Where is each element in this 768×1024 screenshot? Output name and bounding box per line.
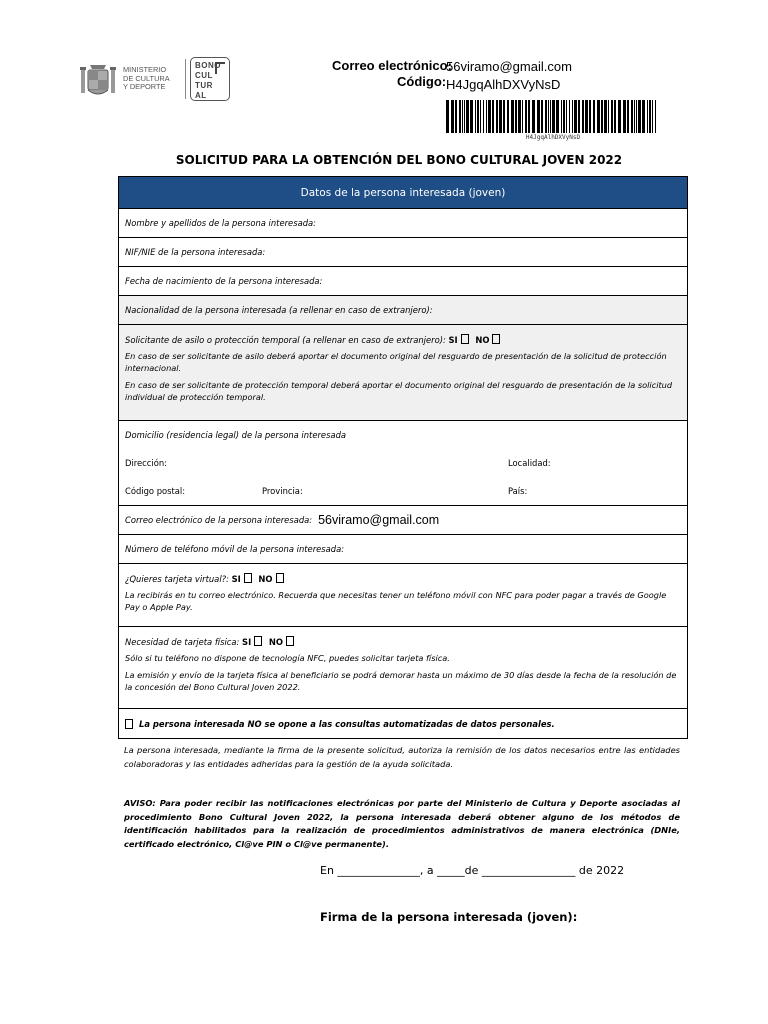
barcode-bar xyxy=(537,100,540,133)
barcode xyxy=(446,100,660,133)
barcode-bar xyxy=(642,100,645,133)
birthdate-label: Fecha de nacimiento de la persona interesada: xyxy=(125,276,323,286)
barcode-bar xyxy=(480,100,481,133)
barcode-bar xyxy=(545,100,547,133)
code-value: H4JgqAlhDXVyNsD xyxy=(446,77,561,92)
barcode-bar xyxy=(462,100,463,133)
phone-label: Número de teléfono móvil de la persona interesada: xyxy=(125,544,345,554)
barcode-bar xyxy=(566,100,567,133)
virtual-no-label: NO xyxy=(258,574,273,584)
physical-no-checkbox[interactable] xyxy=(286,636,294,646)
barcode-bar xyxy=(574,100,577,133)
barcode-bar xyxy=(638,100,641,133)
barcode-bar xyxy=(552,100,555,133)
barcode-bar xyxy=(507,100,509,133)
physical-card-row xyxy=(119,627,687,709)
virtual-si-label: SI xyxy=(231,574,241,584)
name-label: Nombre y apellidos de la persona interesada: xyxy=(125,218,316,228)
barcode-bar xyxy=(496,100,498,133)
barcode-bar xyxy=(532,100,535,133)
physical-si-checkbox[interactable] xyxy=(254,636,262,646)
barcode-bar xyxy=(585,100,588,133)
virtual-card-label: ¿Quieres tarjeta virtual?: xyxy=(125,574,229,584)
barcode-bar xyxy=(518,100,521,133)
barcode-bar xyxy=(569,100,570,133)
barcode-bar xyxy=(614,100,616,133)
barcode-bar xyxy=(459,100,461,133)
postal-code-label[interactable]: Código postal: xyxy=(125,486,186,496)
barcode-bar xyxy=(503,100,505,133)
barcode-bar xyxy=(528,100,530,133)
asylum-si-label: SI xyxy=(448,335,458,345)
barcode-bar xyxy=(634,100,635,133)
barcode-bar xyxy=(627,100,629,133)
barcode-bar xyxy=(572,100,573,133)
barcode-bar xyxy=(655,100,656,133)
date-line[interactable]: En _______________, a _____de _________________ de 2022 xyxy=(320,864,625,877)
barcode-bar xyxy=(652,100,653,133)
applicant-data-table xyxy=(118,176,688,739)
document-title: SOLICITUD PARA LA OBTENCIÓN DEL BONO CULTURAL JOVEN 2022 xyxy=(175,153,623,167)
barcode-bar xyxy=(597,100,600,133)
barcode-bar xyxy=(483,100,484,133)
email-value: 56viramo@gmail.com xyxy=(446,59,572,74)
barcode-bar xyxy=(477,100,479,133)
pais-label[interactable]: País: xyxy=(508,486,528,496)
barcode-bar xyxy=(541,100,543,133)
nif-label: NIF/NIE de la persona interesada: xyxy=(125,247,266,257)
barcode-bar xyxy=(486,100,487,133)
virtual-si-checkbox[interactable] xyxy=(244,573,252,583)
consent-label: La persona interesada NO se opone a las consultas automatizadas de datos personales. xyxy=(139,718,555,729)
address-label: Domicilio (residencia legal) de la persona interesada xyxy=(125,430,347,440)
barcode-bar xyxy=(593,100,595,133)
logo-separator xyxy=(185,59,186,99)
physical-card-note-2: La emisión y envío de la tarjeta física al beneficiario se podrá demorar hasta un máximo de 30 días desde la fecha de la resolución de la concesión del Bono Cultural Joven 2022. xyxy=(125,670,677,692)
barcode-bar xyxy=(608,100,609,133)
coat-of-arms-icon xyxy=(76,57,120,101)
barcode-bar xyxy=(466,100,469,133)
consent-checkbox[interactable] xyxy=(125,719,133,729)
barcode-bar xyxy=(550,100,551,133)
barcode-bar xyxy=(556,100,559,133)
barcode-bar xyxy=(647,100,648,133)
table-header: Datos de la persona interesada (joven) xyxy=(119,177,687,209)
barcode-bar xyxy=(589,100,591,133)
bono-mark-icon xyxy=(215,62,225,74)
signature-label: Firma de la persona interesada (joven): xyxy=(320,910,578,924)
barcode-bar xyxy=(649,100,651,133)
barcode-bar xyxy=(446,100,449,133)
nationality-row[interactable] xyxy=(119,296,687,325)
barcode-bar xyxy=(601,100,603,133)
virtual-no-checkbox[interactable] xyxy=(276,573,284,583)
bono-cultural-logo: BONO CUL TUR AL xyxy=(190,57,230,101)
applicant-email-value: 56viramo@gmail.com xyxy=(318,513,440,527)
direccion-label[interactable]: Dirección: xyxy=(125,458,167,468)
barcode-bar xyxy=(470,100,473,133)
nif-row[interactable] xyxy=(119,238,687,267)
barcode-bar xyxy=(631,100,633,133)
asylum-note-2: En caso de ser solicitante de protección temporal deberá aportar el documento original del resguardo de presentación de la solicitud individual de protección temporal. xyxy=(125,380,673,402)
barcode-bar xyxy=(623,100,626,133)
nationality-label: Nacionalidad de la persona interesada (a rellenar en caso de extranjero): xyxy=(125,305,433,315)
barcode-bar xyxy=(561,100,562,133)
barcode-bar xyxy=(636,100,637,133)
code-label: Código: xyxy=(397,74,447,89)
authorization-text: La persona interesada, mediante la firma de la presente solicitud, autoriza la remisión de los datos necesarios entre las entidades colaboradoras y las entidades adheridas para la gestión de la ayuda solicitada. xyxy=(124,745,680,769)
asylum-no-label: NO xyxy=(475,335,490,345)
barcode-bar xyxy=(522,100,523,133)
notice-text: AVISO: Para poder recibir las notificaciones electrónicas por parte del Ministerio de Cultura y Deporte asociadas al procedimiento Bono Cultural Joven 2022, la persona interesada deberá obtener alguno de los métodos de identificación habilitados para la realización de procedimientos administrativos de manera electrónica (DNIe, certificado electrónico, Cl@ve PIN o Cl@ve permanente). xyxy=(124,798,680,849)
asylum-note-1: En caso de ser solicitante de asilo deberá aportar el documento original del resguardo de presentación de la solicitud de protección internacional. xyxy=(125,351,667,373)
barcode-bar xyxy=(499,100,502,133)
virtual-card-note: La recibirás en tu correo electrónico. Recuerda que necesitas tener un teléfono móvil con NFC para poder pagar a través de Google Pay o Apple Pay. xyxy=(125,590,667,612)
barcode-bar xyxy=(578,100,580,133)
barcode-bar xyxy=(455,100,457,133)
barcode-bar xyxy=(611,100,613,133)
barcode-bar xyxy=(563,100,565,133)
consent-row xyxy=(119,709,687,738)
address-row xyxy=(119,421,687,506)
barcode-bar xyxy=(492,100,494,133)
asylum-row xyxy=(119,325,687,421)
virtual-card-row xyxy=(119,564,687,627)
barcode-bar xyxy=(525,100,527,133)
barcode-bar xyxy=(451,100,454,133)
barcode-bar xyxy=(582,100,584,133)
phone-row[interactable] xyxy=(119,535,687,564)
barcode-text: H4JgqAlhDXVyNsD xyxy=(525,134,581,141)
localidad-label[interactable]: Localidad: xyxy=(508,458,551,468)
physical-card-note-1: Sólo si tu teléfono no dispone de tecnología NFC, puedes solicitar tarjeta física. xyxy=(125,653,450,663)
email-label: Correo electrónico: xyxy=(332,58,452,73)
physical-si-label: SI xyxy=(242,637,252,647)
barcode-bar xyxy=(475,100,476,133)
physical-card-label: Necesidad de tarjeta física: xyxy=(125,637,240,647)
barcode-bar xyxy=(464,100,465,133)
barcode-bar xyxy=(548,100,549,133)
applicant-email-label: Correo electrónico de la persona interesada: xyxy=(125,515,313,525)
barcode-bar xyxy=(618,100,621,133)
barcode-bar xyxy=(511,100,514,133)
asylum-no-checkbox[interactable] xyxy=(492,334,500,344)
email-row[interactable] xyxy=(119,506,687,535)
barcode-bar xyxy=(515,100,517,133)
provincia-label[interactable]: Provincia: xyxy=(262,486,303,496)
birthdate-row[interactable] xyxy=(119,267,687,296)
barcode-bar xyxy=(604,100,607,133)
physical-no-label: NO xyxy=(268,637,284,647)
header-logos xyxy=(76,56,242,102)
barcode-bar xyxy=(488,100,491,133)
ministry-logo-text: MINISTERIO DE CULTURA Y DEPORTE xyxy=(123,65,170,92)
asylum-si-checkbox[interactable] xyxy=(461,334,469,344)
name-row[interactable] xyxy=(119,209,687,238)
asylum-label: Solicitante de asilo o protección temporal (a rellenar en caso de extranjero): xyxy=(125,335,446,345)
